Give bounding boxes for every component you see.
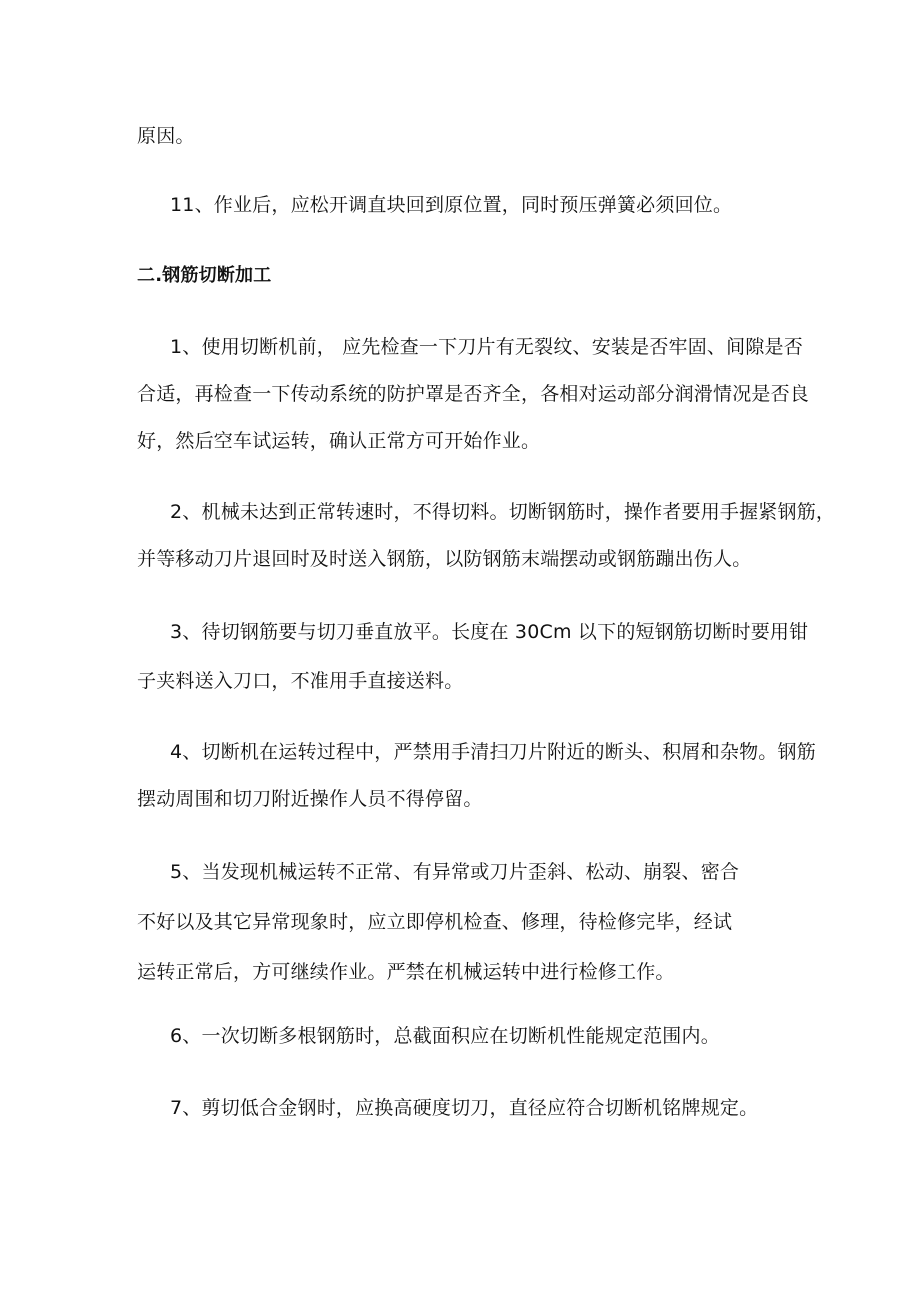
paragraph-6: 6、一次切断多根钢筋时，总截面积应在切断机性能规定范围内。 [170,1025,720,1047]
paragraph-1-line-3: 好，然后空车试运转，确认正常方可开始作业。 [137,430,541,452]
text-line: 原因。 [137,125,195,147]
paragraph-4-line-2: 摆动周围和切刀附近操作人员不得停留。 [137,788,483,810]
paragraph-5-line-3: 运转正常后，方可继续作业。严禁在机械运转中进行检修工作。 [137,961,675,983]
paragraph-4-line-1: 4、切断机在运转过程中，严禁用手清扫刀片附近的断头、积屑和杂物。钢筋 [170,741,816,763]
paragraph-3-line-2: 子夹料送入刀口，不准用手直接送料。 [137,670,464,692]
paragraph-1-line-1: 1、使用切断机前， 应先检查一下刀片有无裂纹、安装是否牢固、间隙是否 [170,336,803,358]
section-heading: 二.钢筋切断加工 [137,265,272,286]
paragraph-5-line-1: 5、当发现机械运转不正常、有异常或刀片歪斜、松动、崩裂、密合 [170,861,740,883]
paragraph-3-line-1: 3、待切钢筋要与切刀垂直放平。长度在 30Cm 以下的短钢筋切断时要用钳 [170,621,809,643]
paragraph-2-line-2: 并等移动刀片退回时及时送入钢筋，以防钢筋末端摆动或钢筋蹦出伤人。 [137,548,752,570]
paragraph-5-line-2: 不好以及其它异常现象时，应立即停机检查、修理，待检修完毕，经试 [137,911,733,933]
paragraph-11: 11、作业后，应松开调直块回到原位置，同时预压弹簧必须回位。 [170,194,733,216]
paragraph-2-line-1: 2、机械未达到正常转速时，不得切料。切断钢筋时，操作者要用手握紧钢筋， [170,501,836,523]
paragraph-1-line-2: 合适，再检查一下传动系统的防护罩是否齐全，各相对运动部分润滑情况是否良 [137,383,810,405]
paragraph-7: 7、剪切低合金钢时，应换高硬度切刀，直径应符合切断机铭牌规定。 [170,1097,759,1119]
